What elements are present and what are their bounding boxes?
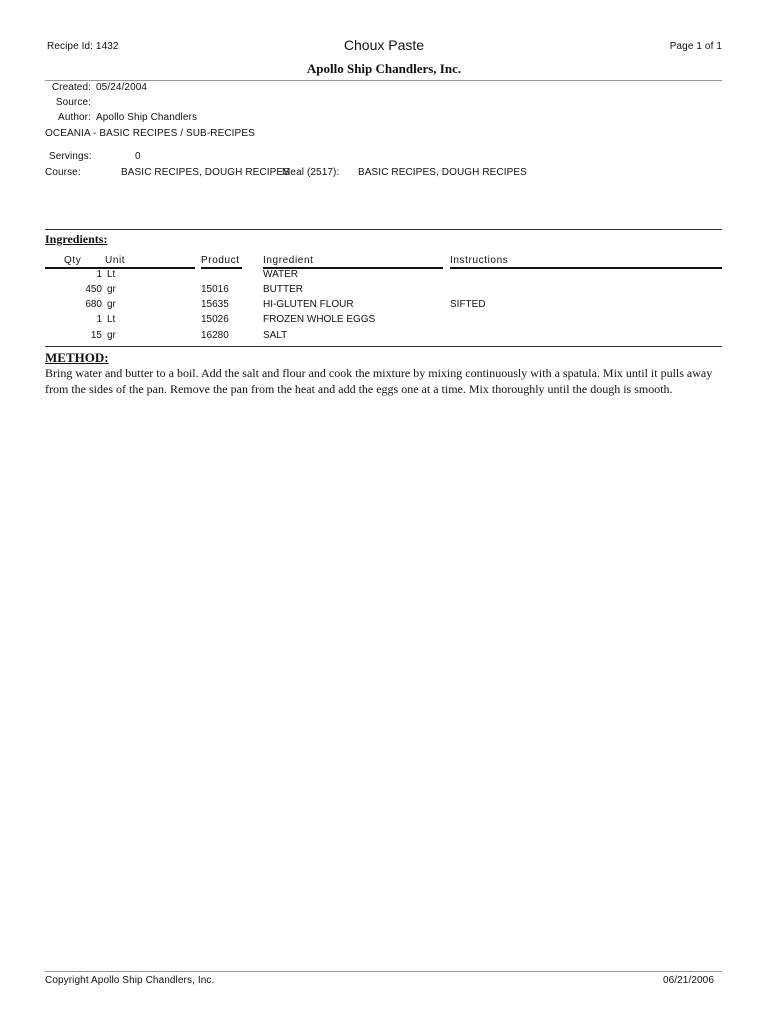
ingredient-name: BUTTER: [263, 284, 303, 295]
footer-divider: [45, 971, 722, 972]
ingredient-product: 15016: [201, 284, 229, 295]
method-text: Bring water and butter to a boil. Add the salt and flour and cook the mixture by mixing continuously with a spatula. Mix until it pulls away from the sides of the pan. Remove the pan from the heat and add the eggs one at a time. Mix thoroughly until the dough is smooth.: [45, 366, 713, 396]
ingredient-name: FROZEN WHOLE EGGS: [263, 314, 376, 325]
ingredient-qty: 15: [90, 330, 102, 341]
print-date: 06/21/2006: [662, 975, 714, 986]
ingredients-top-rule: [45, 229, 722, 230]
ingredient-unit: gr: [107, 284, 116, 295]
page-number: Page 1 of 1: [669, 41, 722, 52]
ingredient-unit: Lt: [107, 269, 116, 280]
meal-label: Meal (2517):: [282, 167, 340, 178]
ingredient-unit: gr: [107, 330, 116, 341]
method-heading: METHOD:: [45, 350, 109, 365]
ingredient-instructions: SIFTED: [450, 299, 486, 310]
column-header-instructions: Instructions: [450, 255, 509, 266]
ingredient-unit: Lt: [107, 314, 116, 325]
servings-label: Servings:: [49, 151, 92, 162]
course-label: Course:: [45, 167, 81, 178]
ingredient-qty: 1: [96, 314, 102, 325]
copyright-text: Copyright Apollo Ship Chandlers, Inc.: [45, 975, 215, 986]
recipe-title: Choux Paste: [343, 37, 425, 53]
recipe-id: Recipe Id: 1432: [47, 41, 119, 52]
ingredient-product: 15026: [201, 314, 229, 325]
created-label: Created:: [51, 82, 91, 93]
column-header-unit: Unit: [105, 255, 126, 266]
ingredient-name: WATER: [263, 269, 298, 280]
column-header-product: Product: [201, 255, 240, 266]
created-value: 05/24/2004: [96, 82, 148, 93]
servings-value: 0: [135, 151, 141, 162]
ingredient-product: 15635: [201, 299, 229, 310]
ingredient-name: HI-GLUTEN FLOUR: [263, 299, 354, 310]
ingredient-product: 16280: [201, 330, 229, 341]
author-label: Author:: [58, 112, 91, 123]
ingredient-name: SALT: [263, 330, 288, 341]
header-divider: [45, 80, 722, 81]
author-value: Apollo Ship Chandlers: [96, 112, 198, 123]
header-underline-product: [201, 267, 242, 269]
ingredient-qty: 1: [96, 269, 102, 280]
meal-value: BASIC RECIPES, DOUGH RECIPES: [358, 167, 527, 178]
source-label: Source:: [55, 97, 91, 108]
ingredient-unit: gr: [107, 299, 116, 310]
category-path: OCEANIA - BASIC RECIPES / SUB-RECIPES: [45, 128, 255, 139]
column-header-qty: Qty: [64, 255, 82, 266]
ingredient-qty: 680: [85, 299, 102, 310]
ingredient-qty: 450: [85, 284, 102, 295]
ingredients-heading: Ingredients:: [45, 232, 108, 246]
method-top-rule: [45, 346, 722, 347]
course-value: BASIC RECIPES, DOUGH RECIPES: [121, 167, 290, 178]
header-underline-instructions: [450, 267, 722, 269]
company-name: Apollo Ship Chandlers, Inc.: [306, 61, 462, 76]
column-header-ingredient: Ingredient: [263, 255, 314, 266]
